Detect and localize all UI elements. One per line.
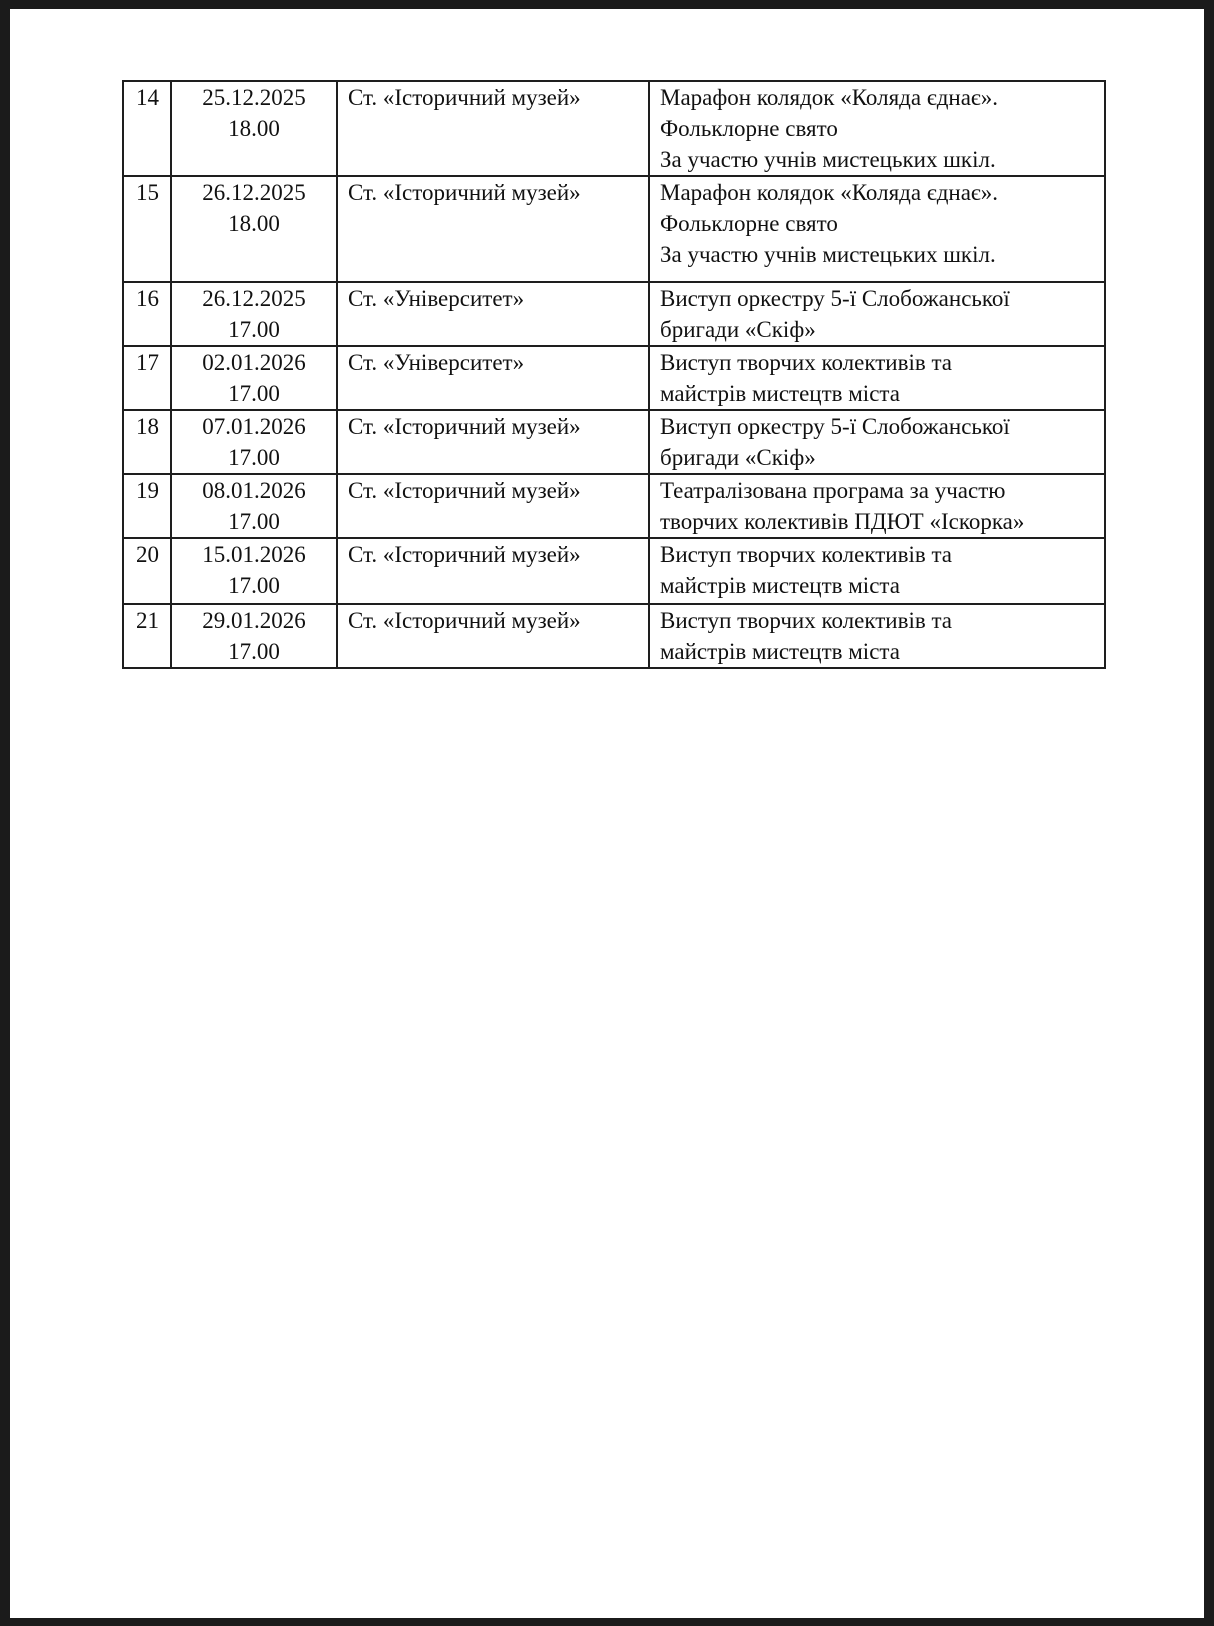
venue-cell: Ст. «Історичний музей» bbox=[337, 538, 649, 604]
row-number: 17 bbox=[123, 346, 171, 410]
event-time: 17.00 bbox=[228, 509, 280, 534]
event-date: 07.01.2026 bbox=[202, 414, 306, 439]
event-time: 17.00 bbox=[228, 317, 280, 342]
table-row bbox=[123, 604, 1105, 668]
venue-cell: Ст. «Історичний музей» bbox=[337, 176, 649, 282]
venue-cell: Ст. «Історичний музей» bbox=[337, 81, 649, 176]
event-line: Марафон колядок «Коляда єднає». bbox=[660, 180, 999, 205]
date-time-cell bbox=[171, 538, 337, 604]
event-date: 02.01.2026 bbox=[202, 350, 306, 375]
event-line: майстрів мистецтв міста bbox=[660, 639, 900, 664]
event-date: 29.01.2026 bbox=[202, 608, 306, 633]
venue-cell: Ст. «Історичний музей» bbox=[337, 474, 649, 538]
event-description-cell bbox=[649, 282, 1105, 346]
event-line: бригади «Скіф» bbox=[660, 445, 816, 470]
document-page bbox=[10, 9, 1204, 1618]
event-line: бригади «Скіф» bbox=[660, 317, 816, 342]
date-time-cell bbox=[171, 604, 337, 668]
event-date: 08.01.2026 bbox=[202, 478, 306, 503]
table-row bbox=[123, 282, 1105, 346]
event-date: 26.12.2025 bbox=[202, 180, 306, 205]
row-number: 14 bbox=[123, 81, 171, 176]
date-time-cell bbox=[171, 346, 337, 410]
table-row bbox=[123, 538, 1105, 604]
event-time: 17.00 bbox=[228, 445, 280, 470]
row-number: 15 bbox=[123, 176, 171, 282]
date-time-cell bbox=[171, 176, 337, 282]
event-description-cell bbox=[649, 346, 1105, 410]
row-number: 20 bbox=[123, 538, 171, 604]
row-number: 18 bbox=[123, 410, 171, 474]
event-line: творчих колективів ПДЮТ «Іскорка» bbox=[660, 509, 1025, 534]
event-line: майстрів мистецтв міста bbox=[660, 573, 900, 598]
event-line: Фольклорне свято bbox=[660, 211, 838, 236]
event-line: Марафон колядок «Коляда єднає». bbox=[660, 85, 999, 110]
event-line: Виступ творчих колективів та bbox=[660, 608, 952, 633]
table-row bbox=[123, 81, 1105, 176]
events-schedule-table bbox=[122, 80, 1106, 669]
row-number: 19 bbox=[123, 474, 171, 538]
row-number: 21 bbox=[123, 604, 171, 668]
table-row bbox=[123, 410, 1105, 474]
event-description-cell bbox=[649, 604, 1105, 668]
date-time-cell bbox=[171, 474, 337, 538]
event-line: Виступ творчих колективів та bbox=[660, 350, 952, 375]
event-line: майстрів мистецтв міста bbox=[660, 381, 900, 406]
event-time: 17.00 bbox=[228, 639, 280, 664]
event-line: Виступ оркестру 5-ї Слобожанської bbox=[660, 414, 1010, 439]
date-time-cell bbox=[171, 282, 337, 346]
table-row bbox=[123, 176, 1105, 282]
venue-cell: Ст. «Університет» bbox=[337, 282, 649, 346]
event-line: Театралізована програма за участю bbox=[660, 478, 1006, 503]
event-time: 18.00 bbox=[228, 116, 280, 141]
event-description-cell bbox=[649, 538, 1105, 604]
event-line: Виступ творчих колективів та bbox=[660, 542, 952, 567]
event-description-cell bbox=[649, 474, 1105, 538]
event-date: 15.01.2026 bbox=[202, 542, 306, 567]
event-description-cell bbox=[649, 176, 1105, 282]
event-time: 17.00 bbox=[228, 573, 280, 598]
date-time-cell bbox=[171, 410, 337, 474]
event-line: За участю учнів мистецьких шкіл. bbox=[660, 147, 996, 172]
event-line: Виступ оркестру 5-ї Слобожанської bbox=[660, 286, 1010, 311]
event-description-cell bbox=[649, 410, 1105, 474]
event-date: 26.12.2025 bbox=[202, 286, 306, 311]
event-description-cell bbox=[649, 81, 1105, 176]
event-time: 18.00 bbox=[228, 211, 280, 236]
table-row bbox=[123, 346, 1105, 410]
venue-cell: Ст. «Університет» bbox=[337, 346, 649, 410]
row-number: 16 bbox=[123, 282, 171, 346]
event-time: 17.00 bbox=[228, 381, 280, 406]
event-line: За участю учнів мистецьких шкіл. bbox=[660, 242, 996, 267]
date-time-cell bbox=[171, 81, 337, 176]
table-row bbox=[123, 474, 1105, 538]
venue-cell: Ст. «Історичний музей» bbox=[337, 604, 649, 668]
event-date: 25.12.2025 bbox=[202, 85, 306, 110]
event-line: Фольклорне свято bbox=[660, 116, 838, 141]
venue-cell: Ст. «Історичний музей» bbox=[337, 410, 649, 474]
